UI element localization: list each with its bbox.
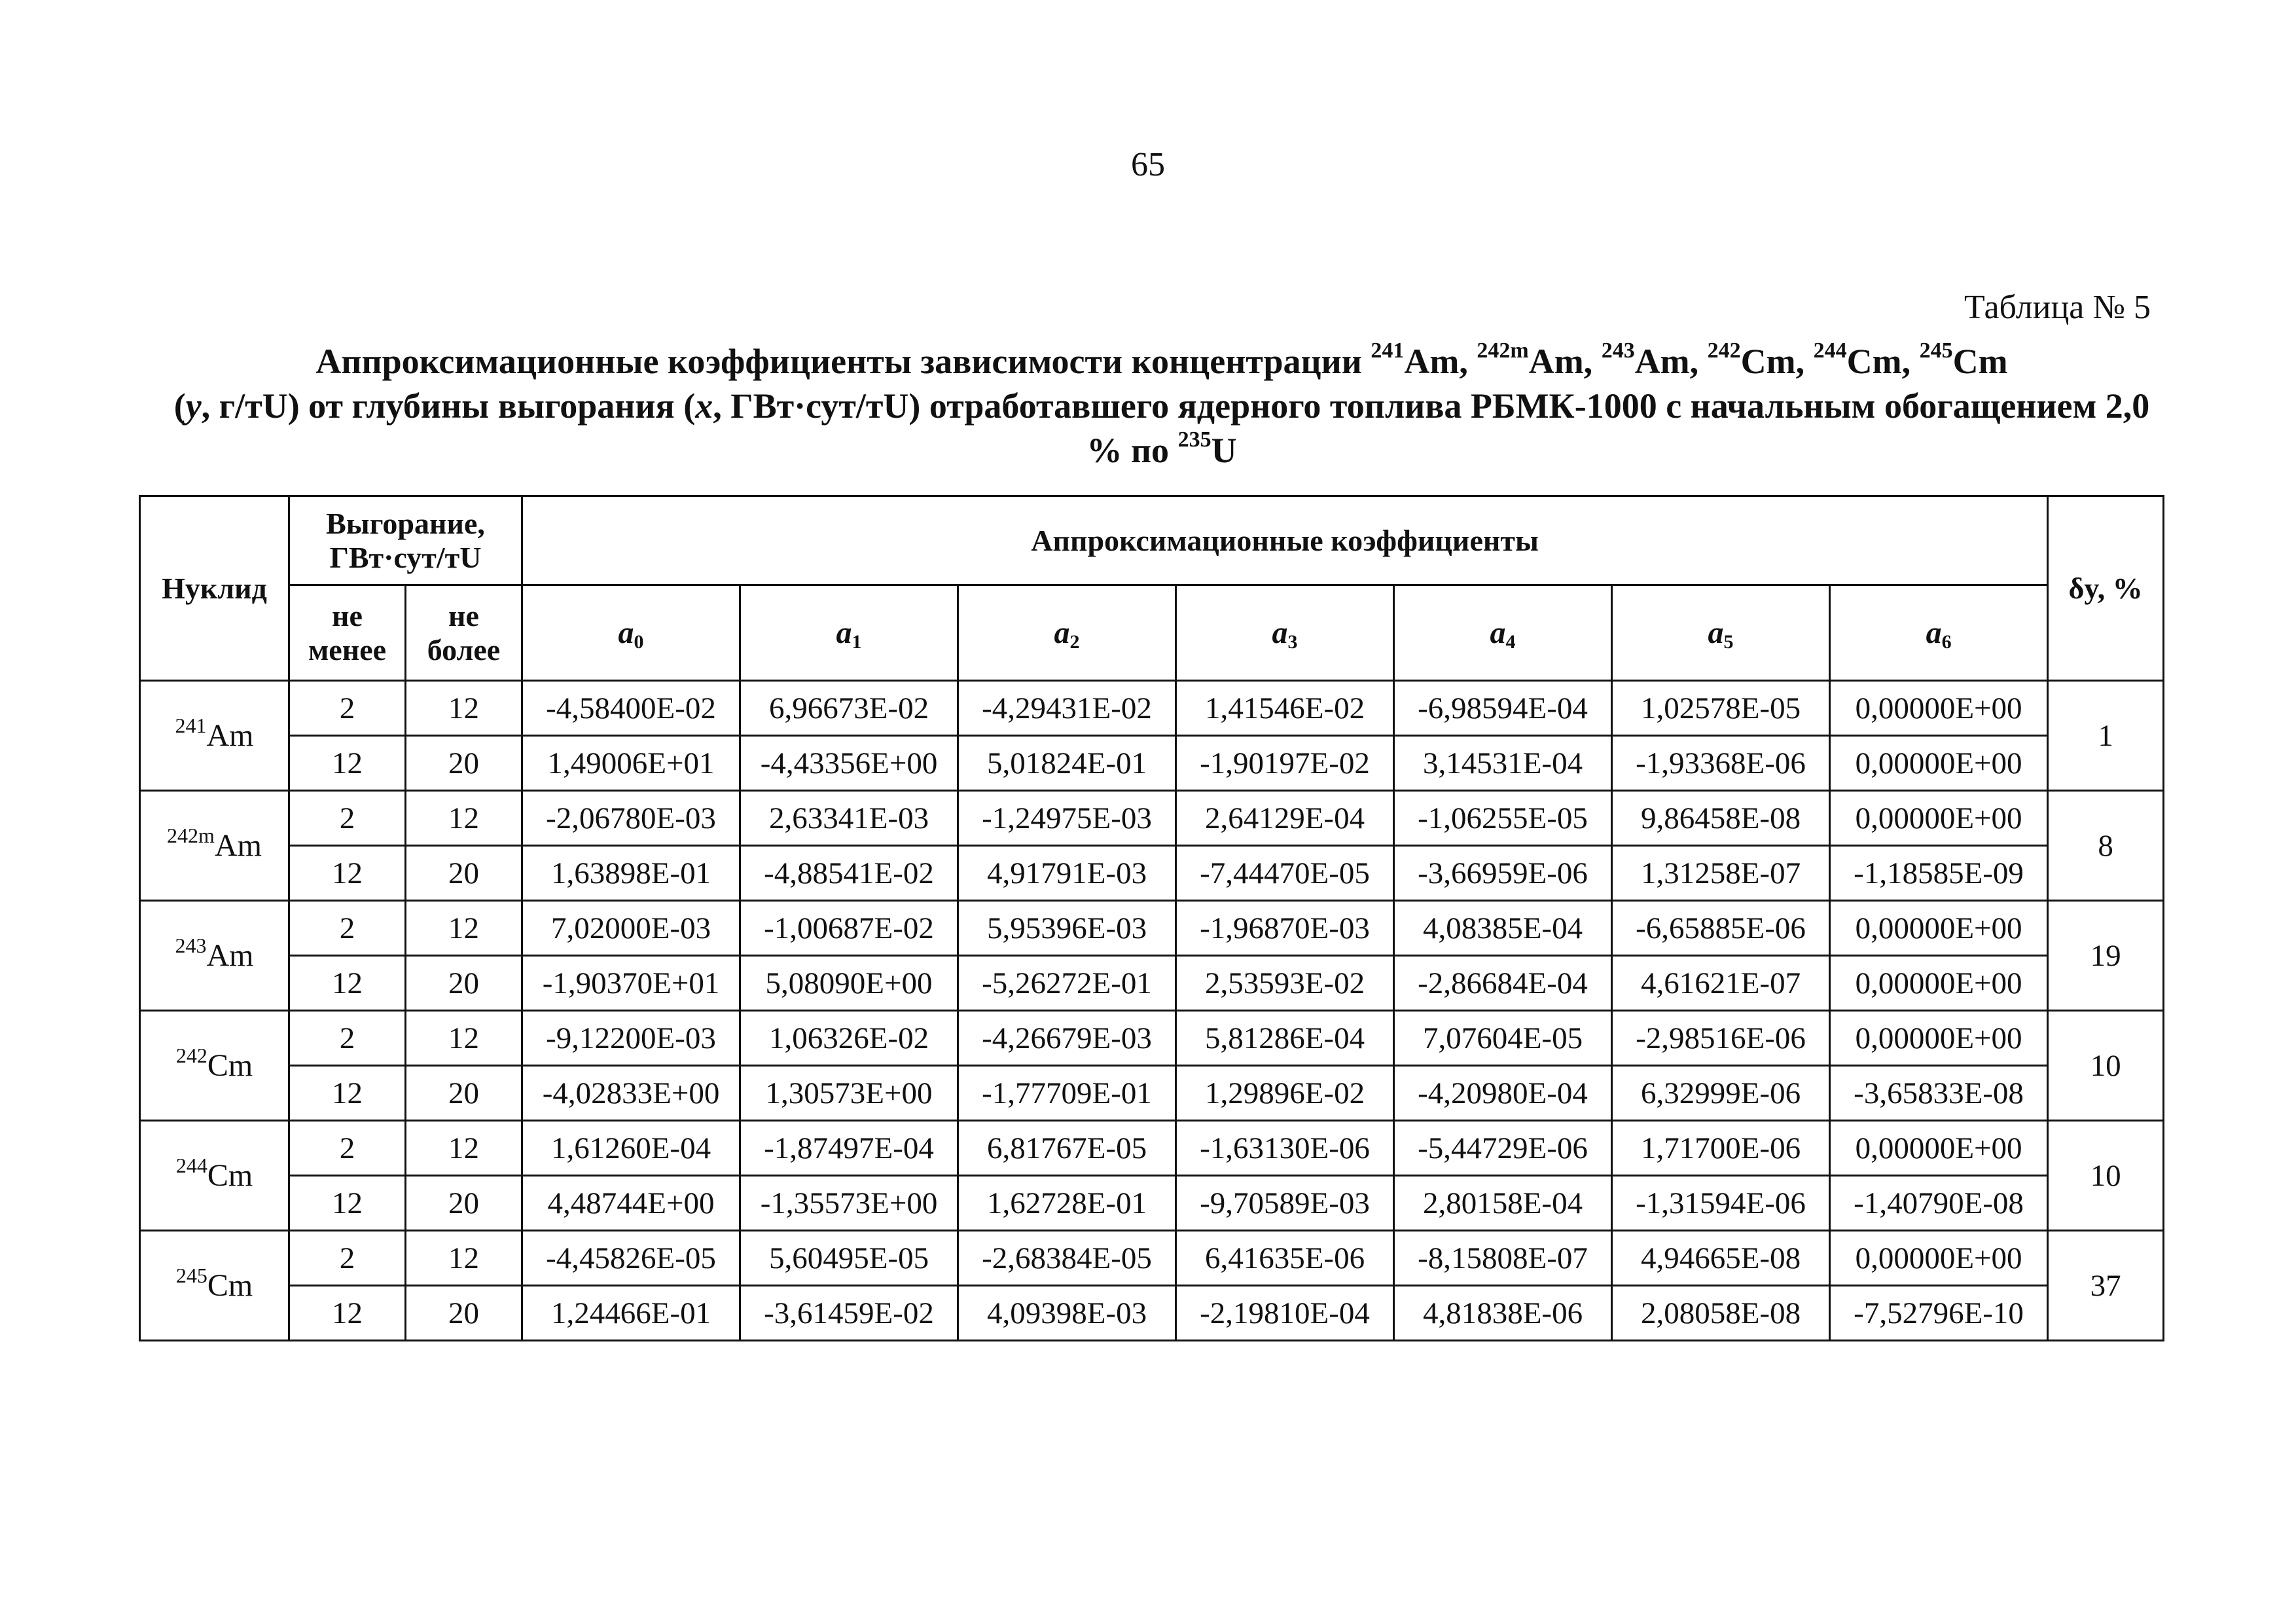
nuclide-mass: 243: [175, 934, 207, 957]
header-max-line1: не: [448, 598, 479, 632]
coef-a0-cell: -4,58400E-02: [522, 681, 740, 736]
coef-letter: a: [1708, 615, 1724, 650]
burnup-min-cell: 2: [289, 681, 406, 736]
coef-a2-cell: -1,77709E-01: [958, 1066, 1176, 1121]
coef-a6-cell: 0,00000E+00: [1830, 791, 2048, 846]
coef-a3-cell: 1,41546E-02: [1176, 681, 1394, 736]
coef-index: 4: [1505, 630, 1516, 653]
title-text: , ГВт·сут/тU) отработавшего ядерного топлива РБМК-1000 с начальным обогащением 2,0 % по: [713, 386, 2150, 470]
isotope-mass: 242: [1707, 338, 1741, 363]
coef-a5-cell: 1,02578E-05: [1612, 681, 1830, 736]
isotope-mass: 241: [1371, 338, 1405, 363]
coef-a0-cell: -9,12200E-03: [522, 1011, 740, 1066]
table-row: [140, 1121, 2164, 1176]
burnup-min-cell: 2: [289, 791, 406, 846]
coef-a1-cell: -3,61459E-02: [740, 1286, 958, 1341]
burnup-min-cell: 12: [289, 846, 406, 901]
coef-a5-cell: 6,32999E-06: [1612, 1066, 1830, 1121]
header-min-line2: менее: [308, 632, 387, 666]
coef-index: 1: [852, 630, 862, 653]
coef-a5-cell: 1,31258E-07: [1612, 846, 1830, 901]
coef-a6-cell: -7,52796E-10: [1830, 1286, 2048, 1341]
table-row: [140, 1176, 2164, 1231]
nuclide-mass: 244: [175, 1154, 207, 1177]
isotope-symbol: Am,: [1528, 342, 1602, 381]
coef-a5-cell: -1,93368E-06: [1612, 736, 1830, 791]
coef-a6-cell: 0,00000E+00: [1830, 681, 2048, 736]
nuclide-symbol: Am: [214, 828, 262, 863]
table-row: [140, 1231, 2164, 1286]
coef-a1-cell: 1,06326E-02: [740, 1011, 958, 1066]
coef-a1-cell: -4,88541E-02: [740, 846, 958, 901]
table-label: Таблица № 5: [1964, 289, 2151, 326]
nuclide-cell: [140, 1011, 289, 1121]
nuclide-cell: [140, 1121, 289, 1231]
coef-symbol: [618, 615, 644, 653]
header-coef-a5: [1612, 585, 1830, 681]
header-coef-a6: [1830, 585, 2048, 681]
burnup-max-cell: 12: [406, 681, 522, 736]
table-row: [140, 1011, 2164, 1066]
coef-a0-cell: 1,63898E-01: [522, 846, 740, 901]
nuclide-mass: 242: [175, 1044, 207, 1067]
coef-a4-cell: -1,06255E-05: [1394, 791, 1612, 846]
burnup-min-cell: 2: [289, 1121, 406, 1176]
burnup-max-cell: 12: [406, 1231, 522, 1286]
coef-letter: a: [1926, 615, 1942, 650]
coef-a0-cell: 1,24466E-01: [522, 1286, 740, 1341]
burnup-min-cell: 2: [289, 901, 406, 956]
coef-a1-cell: 5,60495E-05: [740, 1231, 958, 1286]
burnup-min-cell: 12: [289, 736, 406, 791]
coef-a6-cell: 0,00000E+00: [1830, 736, 2048, 791]
header-coef-a1: [740, 585, 958, 681]
delta-cell: 19: [2048, 901, 2164, 1011]
coef-a1-cell: -1,00687E-02: [740, 901, 958, 956]
coef-index: 0: [634, 630, 644, 653]
isotope-mass: 242m: [1477, 338, 1529, 363]
header-max-line2: более: [427, 632, 501, 666]
coef-letter: a: [1490, 615, 1506, 650]
coefficients-table: [139, 495, 2164, 1341]
coef-a4-cell: -5,44729E-06: [1394, 1121, 1612, 1176]
title-text: (: [173, 386, 186, 426]
coef-a5-cell: -6,65885E-06: [1612, 901, 1830, 956]
coef-a0-cell: -1,90370E+01: [522, 956, 740, 1011]
burnup-min-cell: 12: [289, 1066, 406, 1121]
table-row: [140, 1286, 2164, 1341]
coef-a4-cell: 4,08385E-04: [1394, 901, 1612, 956]
header-coef-a2: [958, 585, 1176, 681]
burnup-max-cell: 20: [406, 846, 522, 901]
coef-a5-cell: 2,08058E-08: [1612, 1286, 1830, 1341]
coef-a3-cell: -9,70589E-03: [1176, 1176, 1394, 1231]
coef-symbol: [1272, 615, 1298, 653]
header-coefficients: Аппроксимационные коэффициенты: [522, 496, 2048, 585]
nuclide-cell: [140, 1231, 289, 1341]
delta-cell: 37: [2048, 1231, 2164, 1341]
isotope-symbol: Cm,: [1846, 342, 1920, 381]
coef-letter: a: [618, 615, 634, 650]
coef-a3-cell: 5,81286E-04: [1176, 1011, 1394, 1066]
header-delta: δy, %: [2048, 496, 2164, 681]
isotope-symbol: U: [1211, 431, 1237, 470]
coef-a0-cell: -2,06780E-03: [522, 791, 740, 846]
isotope-symbol: Cm,: [1740, 342, 1814, 381]
header-coef-a4: [1394, 585, 1612, 681]
table-body: [140, 681, 2164, 1341]
table-row: [140, 736, 2164, 791]
coef-a6-cell: 0,00000E+00: [1830, 901, 2048, 956]
coef-a2-cell: 1,62728E-01: [958, 1176, 1176, 1231]
coef-letter: a: [1054, 615, 1070, 650]
coef-a2-cell: 5,95396E-03: [958, 901, 1176, 956]
nuclide-symbol: Cm: [207, 1048, 253, 1083]
coef-a3-cell: 1,29896E-02: [1176, 1066, 1394, 1121]
coef-a0-cell: 4,48744E+00: [522, 1176, 740, 1231]
coef-a4-cell: -2,86684E-04: [1394, 956, 1612, 1011]
coef-a3-cell: 2,53593E-02: [1176, 956, 1394, 1011]
coef-a3-cell: -1,63130E-06: [1176, 1121, 1394, 1176]
table-row: [140, 791, 2164, 846]
coef-a1-cell: -4,43356E+00: [740, 736, 958, 791]
coef-a1-cell: 1,30573E+00: [740, 1066, 958, 1121]
burnup-max-cell: 20: [406, 956, 522, 1011]
coef-a2-cell: 6,81767E-05: [958, 1121, 1176, 1176]
coef-a3-cell: 2,64129E-04: [1176, 791, 1394, 846]
coef-a5-cell: 9,86458E-08: [1612, 791, 1830, 846]
coef-a4-cell: 2,80158E-04: [1394, 1176, 1612, 1231]
burnup-max-cell: 12: [406, 791, 522, 846]
coef-a4-cell: -3,66959E-06: [1394, 846, 1612, 901]
coef-a6-cell: -3,65833E-08: [1830, 1066, 2048, 1121]
table-header: [140, 496, 2164, 681]
coef-a3-cell: 6,41635E-06: [1176, 1231, 1394, 1286]
coef-a4-cell: 4,81838E-06: [1394, 1286, 1612, 1341]
table-row: [140, 901, 2164, 956]
coef-a6-cell: 0,00000E+00: [1830, 956, 2048, 1011]
coef-a3-cell: -2,19810E-04: [1176, 1286, 1394, 1341]
nuclide-cell: [140, 901, 289, 1011]
coef-a0-cell: 1,49006E+01: [522, 736, 740, 791]
coef-a5-cell: 1,71700E-06: [1612, 1121, 1830, 1176]
header-coef-a0: [522, 585, 740, 681]
burnup-max-cell: 20: [406, 736, 522, 791]
table-row: [140, 1066, 2164, 1121]
burnup-min-cell: 12: [289, 1176, 406, 1231]
y-variable: y: [185, 386, 202, 426]
coef-a2-cell: -4,26679E-03: [958, 1011, 1176, 1066]
burnup-max-cell: 12: [406, 1011, 522, 1066]
coef-index: 2: [1069, 630, 1080, 653]
burnup-min-cell: 12: [289, 956, 406, 1011]
coef-symbol: [1490, 615, 1516, 653]
coef-letter: a: [836, 615, 852, 650]
coef-symbol: [1054, 615, 1080, 653]
coef-letter: a: [1272, 615, 1288, 650]
burnup-max-cell: 12: [406, 901, 522, 956]
coef-a2-cell: 5,01824E-01: [958, 736, 1176, 791]
coef-a2-cell: -2,68384E-05: [958, 1231, 1176, 1286]
coef-a2-cell: 4,09398E-03: [958, 1286, 1176, 1341]
coef-a4-cell: 3,14531E-04: [1394, 736, 1612, 791]
coef-a1-cell: 2,63341E-03: [740, 791, 958, 846]
coef-symbol: [1708, 615, 1734, 653]
coef-a4-cell: -6,98594E-04: [1394, 681, 1612, 736]
coef-symbol: [1926, 615, 1952, 653]
coef-index: 5: [1723, 630, 1734, 653]
coef-a5-cell: -2,98516E-06: [1612, 1011, 1830, 1066]
coef-a0-cell: 7,02000E-03: [522, 901, 740, 956]
table-row: [140, 846, 2164, 901]
isotope-mass: 235: [1177, 428, 1211, 452]
burnup-max-cell: 20: [406, 1286, 522, 1341]
table-row: [140, 956, 2164, 1011]
coef-a4-cell: -4,20980E-04: [1394, 1066, 1612, 1121]
burnup-min-cell: 2: [289, 1231, 406, 1286]
coef-a4-cell: 7,07604E-05: [1394, 1011, 1612, 1066]
nuclide-mass: 242m: [167, 824, 215, 847]
burnup-max-cell: 20: [406, 1066, 522, 1121]
table-row: [140, 681, 2164, 736]
coef-a3-cell: -1,90197E-02: [1176, 736, 1394, 791]
coef-a3-cell: -7,44470E-05: [1176, 846, 1394, 901]
coef-a1-cell: -1,35573E+00: [740, 1176, 958, 1231]
nuclide-mass: 241: [175, 714, 207, 737]
isotope-mass: 245: [1919, 338, 1953, 363]
nuclide-symbol: Cm: [207, 1268, 253, 1303]
coef-a1-cell: -1,87497E-04: [740, 1121, 958, 1176]
coef-a5-cell: 4,94665E-08: [1612, 1231, 1830, 1286]
header-coef-a3: [1176, 585, 1394, 681]
burnup-max-cell: 20: [406, 1176, 522, 1231]
coef-a5-cell: 4,61621E-07: [1612, 956, 1830, 1011]
isotope-symbol: Am,: [1404, 342, 1477, 381]
title-text: Аппроксимационные коэффициенты зависимости концентрации: [315, 342, 1371, 381]
delta-cell: 10: [2048, 1011, 2164, 1121]
x-variable: x: [695, 386, 713, 426]
coef-a6-cell: -1,18585E-09: [1830, 846, 2048, 901]
header-max-burnup: [406, 585, 522, 681]
coef-a0-cell: 1,61260E-04: [522, 1121, 740, 1176]
isotope-symbol: Cm: [1952, 342, 2008, 381]
coef-a6-cell: 0,00000E+00: [1830, 1011, 2048, 1066]
coef-a6-cell: 0,00000E+00: [1830, 1231, 2048, 1286]
coef-a0-cell: -4,02833E+00: [522, 1066, 740, 1121]
coef-a2-cell: -4,29431E-02: [958, 681, 1176, 736]
coef-symbol: [836, 615, 862, 653]
nuclide-symbol: Am: [206, 718, 254, 753]
isotope-symbol: Am,: [1634, 342, 1708, 381]
coef-a6-cell: 0,00000E+00: [1830, 1121, 2048, 1176]
table-title: [164, 339, 2160, 473]
nuclide-symbol: Am: [206, 938, 254, 973]
coef-a6-cell: -1,40790E-08: [1830, 1176, 2048, 1231]
burnup-max-cell: 12: [406, 1121, 522, 1176]
isotope-mass: 244: [1813, 338, 1847, 363]
title-text: , г/тU) от глубины выгорания (: [201, 386, 696, 426]
coef-a3-cell: -1,96870E-03: [1176, 901, 1394, 956]
coef-a5-cell: -1,31594E-06: [1612, 1176, 1830, 1231]
header-min-line1: не: [332, 598, 363, 632]
nuclide-symbol: Cm: [207, 1158, 253, 1193]
coef-a1-cell: 5,08090E+00: [740, 956, 958, 1011]
header-nuclide: Нуклид: [140, 496, 289, 681]
coef-a4-cell: -8,15808E-07: [1394, 1231, 1612, 1286]
coef-a2-cell: -5,26272E-01: [958, 956, 1176, 1011]
coef-a0-cell: -4,45826E-05: [522, 1231, 740, 1286]
coef-index: 3: [1287, 630, 1298, 653]
coef-a2-cell: -1,24975E-03: [958, 791, 1176, 846]
coef-a2-cell: 4,91791E-03: [958, 846, 1176, 901]
header-min-burnup: [289, 585, 406, 681]
header-burnup: Выгорание, ГВт·сут/тU: [289, 496, 522, 585]
burnup-min-cell: 2: [289, 1011, 406, 1066]
delta-cell: 8: [2048, 791, 2164, 901]
isotope-mass: 243: [1601, 338, 1635, 363]
coef-index: 6: [1941, 630, 1952, 653]
delta-cell: 10: [2048, 1121, 2164, 1231]
nuclide-cell: [140, 791, 289, 901]
coef-a1-cell: 6,96673E-02: [740, 681, 958, 736]
delta-cell: 1: [2048, 681, 2164, 791]
page-number: 65: [1131, 146, 1165, 183]
nuclide-mass: 245: [175, 1264, 207, 1287]
nuclide-cell: [140, 681, 289, 791]
burnup-min-cell: 12: [289, 1286, 406, 1341]
